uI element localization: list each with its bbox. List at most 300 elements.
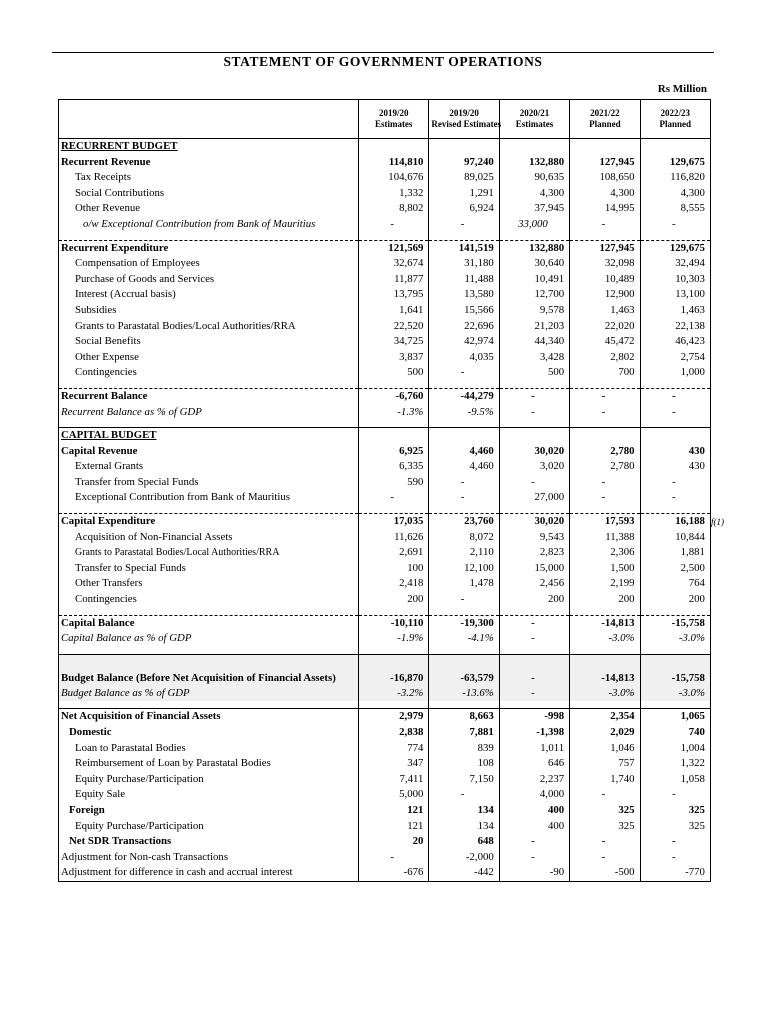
- spacer-cell: [429, 506, 499, 514]
- value-cell: -: [359, 490, 429, 506]
- spacer-cell: [499, 381, 569, 389]
- spacer-cell: [59, 233, 359, 241]
- spacer-cell: [640, 233, 710, 241]
- value-cell: 15,566: [429, 303, 499, 319]
- value-cell: -14,813: [570, 654, 640, 686]
- value-cell: 2,306: [570, 545, 640, 561]
- table-row: [59, 428, 711, 444]
- value-cell: 4,000: [499, 787, 569, 803]
- spacer-row: [59, 647, 711, 655]
- value-cell: -: [640, 405, 710, 421]
- spacer-cell: [640, 506, 710, 514]
- value-cell: 21,203: [499, 319, 569, 335]
- value-cell: 4,460: [429, 459, 499, 475]
- value-cell: 12,900: [570, 287, 640, 303]
- value-cell: -3.0%: [570, 686, 640, 702]
- value-cell: -14,813: [570, 615, 640, 631]
- value-cell: 37,945: [499, 201, 569, 217]
- spacer-row: [59, 381, 711, 389]
- value-cell: 8,555: [640, 201, 710, 217]
- value-cell: 129,675: [640, 155, 710, 171]
- table-row: [59, 709, 711, 725]
- value-cell: 1,046: [570, 741, 640, 757]
- value-cell: 2,802: [570, 350, 640, 366]
- footnote-marker: f(1): [711, 517, 724, 527]
- unit-label: Rs Million: [657, 83, 707, 95]
- value-cell: 2,780: [570, 459, 640, 475]
- value-cell: 648: [429, 834, 499, 850]
- table-row: [59, 256, 711, 272]
- value-cell: 121: [359, 819, 429, 835]
- value-cell: 30,020: [499, 444, 569, 460]
- table-row: [59, 803, 711, 819]
- row-label: Transfer from Special Funds: [75, 475, 199, 488]
- row-label: Recurrent Balance: [59, 388, 359, 404]
- value-cell: 4,300: [640, 186, 710, 202]
- value-cell: 3,428: [499, 350, 569, 366]
- row-label: Net SDR Transactions: [69, 835, 172, 848]
- value-cell: -: [570, 475, 640, 491]
- value-cell: 2,754: [640, 350, 710, 366]
- value-cell: 9,543: [499, 530, 569, 546]
- value-cell: 10,489: [570, 272, 640, 288]
- value-cell: 430: [640, 444, 710, 460]
- value-cell: [640, 139, 710, 155]
- table-row: [59, 834, 711, 850]
- value-cell: 400: [499, 819, 569, 835]
- value-cell: 1,322: [640, 756, 710, 772]
- value-cell: 400: [499, 803, 569, 819]
- value-cell: [640, 428, 710, 444]
- row-label: Domestic: [69, 726, 112, 738]
- value-cell: 1,478: [429, 576, 499, 592]
- row-label: Recurrent Expenditure: [59, 240, 359, 256]
- value-cell: -: [570, 787, 640, 803]
- header-row: [59, 100, 711, 139]
- value-cell: 10,844: [640, 530, 710, 546]
- value-cell: 2,456: [499, 576, 569, 592]
- value-cell: 116,820: [640, 170, 710, 186]
- value-cell: 13,100: [640, 287, 710, 303]
- row-label: RECURRENT BUDGET: [61, 140, 178, 152]
- value-cell: -9.5%: [429, 405, 499, 421]
- col-header-2: 2019/20 Revised Estimates: [429, 100, 499, 139]
- spacer-cell: [640, 420, 710, 428]
- value-cell: -: [640, 834, 710, 850]
- value-cell: -: [570, 834, 640, 850]
- value-cell: -44,279: [429, 388, 499, 404]
- table-row: [59, 741, 711, 757]
- row-label: Social Contributions: [75, 186, 165, 199]
- spacer-cell: [499, 420, 569, 428]
- value-cell: [429, 428, 499, 444]
- row-label: CAPITAL BUDGET: [59, 428, 359, 444]
- value-cell: [499, 139, 569, 155]
- value-cell: 347: [359, 756, 429, 772]
- value-cell: 740: [640, 725, 710, 741]
- value-cell: 44,340: [499, 334, 569, 350]
- value-cell: 45,472: [570, 334, 640, 350]
- spacer-cell: [359, 233, 429, 241]
- value-cell: [499, 428, 569, 444]
- value-cell: 13,795: [359, 287, 429, 303]
- spacer-cell: [570, 233, 640, 241]
- value-cell: 11,488: [429, 272, 499, 288]
- value-cell: -: [499, 615, 569, 631]
- row-label: Subsidies: [75, 303, 117, 316]
- value-cell: -: [499, 686, 569, 702]
- spacer-cell: [359, 420, 429, 428]
- value-cell: 34,725: [359, 334, 429, 350]
- value-cell: 7,881: [429, 725, 499, 741]
- spacer-cell: [429, 608, 499, 616]
- table-row: [59, 217, 711, 233]
- value-cell: 430: [640, 459, 710, 475]
- row-label: Budget Balance (Before Net Acquisition of Financial Assets): [59, 654, 359, 686]
- value-cell: -16,870: [359, 654, 429, 686]
- value-cell: 325: [640, 803, 710, 819]
- table-row: [59, 725, 711, 741]
- value-cell: 1,500: [570, 561, 640, 577]
- value-cell: 500: [359, 365, 429, 381]
- table-row: [59, 686, 711, 702]
- value-cell: 2,979: [359, 709, 429, 725]
- table-row: [59, 272, 711, 288]
- spacer-cell: [640, 647, 710, 655]
- row-label: o/w Exceptional Contribution from Bank of Mauritius: [83, 217, 316, 230]
- value-cell: 16,188: [640, 514, 710, 530]
- spacer-cell: [640, 701, 710, 709]
- value-cell: -: [499, 475, 569, 491]
- value-cell: 590: [359, 475, 429, 491]
- row-label: Contingencies: [75, 366, 137, 379]
- value-cell: -: [499, 631, 569, 647]
- col-header-3: 2020/21 Estimates: [499, 100, 569, 139]
- value-cell: -: [570, 490, 640, 506]
- table-row: [59, 631, 711, 647]
- spacer-cell: [359, 381, 429, 389]
- value-cell: 132,880: [499, 240, 569, 256]
- value-cell: 325: [570, 819, 640, 835]
- value-cell: 17,035: [359, 514, 429, 530]
- value-cell: -676: [359, 865, 429, 881]
- value-cell: 127,945: [570, 155, 640, 171]
- value-cell: 6,925: [359, 444, 429, 460]
- row-label: Grants to Parastatal Bodies/Local Authorities/RRA: [75, 319, 296, 332]
- row-label: Capital Balance as % of GDP: [61, 632, 192, 645]
- value-cell: -: [640, 490, 710, 506]
- table-row: [59, 350, 711, 366]
- table-row: [59, 615, 711, 631]
- value-cell: 2,354: [570, 709, 640, 725]
- value-cell: -1,398: [499, 725, 569, 741]
- value-cell: -: [429, 217, 499, 233]
- page-title: STATEMENT OF GOVERNMENT OPERATIONS: [223, 54, 543, 69]
- value-cell: -10,110: [359, 615, 429, 631]
- value-cell: 31,180: [429, 256, 499, 272]
- row-label: Adjustment for difference in cash and accrual interest: [61, 866, 293, 879]
- value-cell: -: [499, 834, 569, 850]
- value-cell: 9,578: [499, 303, 569, 319]
- value-cell: -: [499, 654, 569, 686]
- operations-table: [58, 99, 711, 882]
- spacer-cell: [429, 647, 499, 655]
- table-row: [59, 475, 711, 491]
- value-cell: -: [429, 592, 499, 608]
- value-cell: 90,635: [499, 170, 569, 186]
- value-cell: [359, 139, 429, 155]
- value-cell: -: [499, 388, 569, 404]
- spacer-cell: [570, 420, 640, 428]
- value-cell: -4.1%: [429, 631, 499, 647]
- value-cell: 2,691: [359, 545, 429, 561]
- value-cell: 132,880: [499, 155, 569, 171]
- spacer-row: [59, 506, 711, 514]
- value-cell: 4,460: [429, 444, 499, 460]
- value-cell: -: [499, 850, 569, 866]
- row-label: Adjustment for Non-cash Transactions: [61, 850, 229, 863]
- spacer-cell: [359, 608, 429, 616]
- row-label: Capital Balance: [59, 615, 359, 631]
- row-label: Foreign: [69, 803, 105, 816]
- table-row: [59, 303, 711, 319]
- value-cell: -: [570, 850, 640, 866]
- value-cell: 8,663: [429, 709, 499, 725]
- spacer-cell: [499, 647, 569, 655]
- value-cell: 97,240: [429, 155, 499, 171]
- spacer-cell: [429, 420, 499, 428]
- table-row: [59, 514, 711, 530]
- value-cell: 89,025: [429, 170, 499, 186]
- value-cell: 11,626: [359, 530, 429, 546]
- value-cell: 1,058: [640, 772, 710, 788]
- value-cell: 325: [570, 803, 640, 819]
- table-row: [59, 576, 711, 592]
- value-cell: [359, 428, 429, 444]
- table-row: [59, 865, 711, 881]
- row-label: Equity Purchase/Participation: [75, 819, 204, 832]
- row-label: Capital Expenditure: [59, 514, 359, 530]
- value-cell: -: [640, 787, 710, 803]
- spacer-cell: [499, 506, 569, 514]
- value-cell: [429, 139, 499, 155]
- value-cell: 500: [499, 365, 569, 381]
- value-cell: 774: [359, 741, 429, 757]
- value-cell: 13,580: [429, 287, 499, 303]
- value-cell: -: [570, 388, 640, 404]
- value-cell: 3,837: [359, 350, 429, 366]
- value-cell: 20: [359, 834, 429, 850]
- table-row: [59, 319, 711, 335]
- value-cell: 17,593: [570, 514, 640, 530]
- value-cell: 23,760: [429, 514, 499, 530]
- spacer-cell: [59, 608, 359, 616]
- row-label: Acquisition of Non-Financial Assets: [75, 530, 233, 543]
- table-row: [59, 787, 711, 803]
- value-cell: 1,463: [570, 303, 640, 319]
- spacer-cell: [59, 647, 359, 655]
- value-cell: 1,740: [570, 772, 640, 788]
- value-cell: 2,029: [570, 725, 640, 741]
- row-label: Reimbursement of Loan by Parastatal Bodies: [75, 757, 271, 770]
- value-cell: 32,674: [359, 256, 429, 272]
- row-label: Capital Revenue: [61, 444, 138, 457]
- table-row: [59, 850, 711, 866]
- value-cell: 2,780: [570, 444, 640, 460]
- value-cell: 114,810: [359, 155, 429, 171]
- value-cell: 6,924: [429, 201, 499, 217]
- value-cell: -90: [499, 865, 569, 881]
- value-cell: 32,494: [640, 256, 710, 272]
- value-cell: -: [570, 405, 640, 421]
- value-cell: 4,035: [429, 350, 499, 366]
- value-cell: -: [570, 217, 640, 233]
- spacer-cell: [570, 608, 640, 616]
- row-label: Contingencies: [75, 593, 137, 606]
- value-cell: 2,500: [640, 561, 710, 577]
- spacer-cell: [570, 701, 640, 709]
- value-cell: 1,332: [359, 186, 429, 202]
- value-cell: -13.6%: [429, 686, 499, 702]
- table-row: [59, 490, 711, 506]
- value-cell: 7,411: [359, 772, 429, 788]
- value-cell: 839: [429, 741, 499, 757]
- value-cell: 700: [570, 365, 640, 381]
- value-cell: -3.0%: [570, 631, 640, 647]
- table-row: [59, 444, 711, 460]
- value-cell: 108: [429, 756, 499, 772]
- table-row: [59, 155, 711, 171]
- spacer-cell: [59, 381, 359, 389]
- value-cell: 2,823: [499, 545, 569, 561]
- value-cell: -3.0%: [640, 631, 710, 647]
- value-cell: 764: [640, 576, 710, 592]
- value-cell: -15,758: [640, 615, 710, 631]
- value-cell: 1,463: [640, 303, 710, 319]
- value-cell: 32,098: [570, 256, 640, 272]
- value-cell: -998: [499, 709, 569, 725]
- table-row: [59, 530, 711, 546]
- value-cell: 6,335: [359, 459, 429, 475]
- value-cell: 325: [640, 819, 710, 835]
- value-cell: 200: [499, 592, 569, 608]
- value-cell: 12,700: [499, 287, 569, 303]
- value-cell: 141,519: [429, 240, 499, 256]
- value-cell: -19,300: [429, 615, 499, 631]
- spacer-cell: [359, 506, 429, 514]
- row-label: Grants to Parastatal Bodies/Local Authorities/RRA: [75, 547, 280, 559]
- spacer-cell: [570, 506, 640, 514]
- value-cell: 200: [570, 592, 640, 608]
- value-cell: 8,802: [359, 201, 429, 217]
- spacer-cell: [499, 701, 569, 709]
- row-label: Other Revenue: [75, 202, 141, 215]
- spacer-row: [59, 420, 711, 428]
- value-cell: -: [499, 405, 569, 421]
- row-label: Other Expense: [75, 350, 139, 363]
- table-row: [59, 772, 711, 788]
- value-cell: 200: [359, 592, 429, 608]
- spacer-cell: [359, 647, 429, 655]
- value-cell: 2,110: [429, 545, 499, 561]
- value-cell: 3,020: [499, 459, 569, 475]
- value-cell: 22,020: [570, 319, 640, 335]
- value-cell: 108,650: [570, 170, 640, 186]
- spacer-cell: [429, 233, 499, 241]
- table-row: [59, 819, 711, 835]
- value-cell: 4,300: [570, 186, 640, 202]
- value-cell: 15,000: [499, 561, 569, 577]
- value-cell: 129,675: [640, 240, 710, 256]
- spacer-cell: [499, 608, 569, 616]
- header-label-cell: [59, 100, 359, 139]
- spacer-cell: [570, 381, 640, 389]
- value-cell: 2,237: [499, 772, 569, 788]
- col-header-4: 2021/22 Planned: [570, 100, 640, 139]
- title-rule: [52, 52, 714, 53]
- value-cell: 42,974: [429, 334, 499, 350]
- value-cell: 33,000: [499, 217, 569, 233]
- value-cell: 5,000: [359, 787, 429, 803]
- row-label: Recurrent Revenue: [61, 155, 151, 168]
- spacer-cell: [570, 647, 640, 655]
- value-cell: -: [640, 475, 710, 491]
- spacer-cell: [429, 701, 499, 709]
- value-cell: 104,676: [359, 170, 429, 186]
- value-cell: 46,423: [640, 334, 710, 350]
- value-cell: 22,696: [429, 319, 499, 335]
- row-label: Budget Balance as % of GDP: [59, 686, 359, 702]
- value-cell: 121: [359, 803, 429, 819]
- table-row: [59, 170, 711, 186]
- table-row: [59, 186, 711, 202]
- table-row: [59, 287, 711, 303]
- row-label: Transfer to Special Funds: [75, 561, 186, 574]
- value-cell: 1,291: [429, 186, 499, 202]
- value-cell: 8,072: [429, 530, 499, 546]
- value-cell: 200: [640, 592, 710, 608]
- value-cell: -: [429, 475, 499, 491]
- value-cell: -6,760: [359, 388, 429, 404]
- row-label: Equity Purchase/Participation: [75, 772, 204, 785]
- value-cell: 1,881: [640, 545, 710, 561]
- spacer-cell: [499, 233, 569, 241]
- value-cell: -1.9%: [359, 631, 429, 647]
- value-cell: 2,199: [570, 576, 640, 592]
- table-row: [59, 201, 711, 217]
- table-row: [59, 334, 711, 350]
- value-cell: -: [359, 850, 429, 866]
- value-cell: 757: [570, 756, 640, 772]
- table-row: [59, 654, 711, 686]
- value-cell: 4,300: [499, 186, 569, 202]
- value-cell: 27,000: [499, 490, 569, 506]
- col-header-5: 2022/23 Planned: [640, 100, 710, 139]
- row-label: Other Transfers: [75, 577, 143, 590]
- value-cell: 1,641: [359, 303, 429, 319]
- value-cell: 1,065: [640, 709, 710, 725]
- value-cell: 1,000: [640, 365, 710, 381]
- row-label: Compensation of Employees: [75, 257, 200, 270]
- value-cell: 22,520: [359, 319, 429, 335]
- row-label: Social Benefits: [75, 335, 141, 348]
- value-cell: 10,303: [640, 272, 710, 288]
- value-cell: -63,579: [429, 654, 499, 686]
- value-cell: 30,640: [499, 256, 569, 272]
- row-label: Purchase of Goods and Services: [75, 272, 215, 285]
- value-cell: 11,388: [570, 530, 640, 546]
- value-cell: 1,011: [499, 741, 569, 757]
